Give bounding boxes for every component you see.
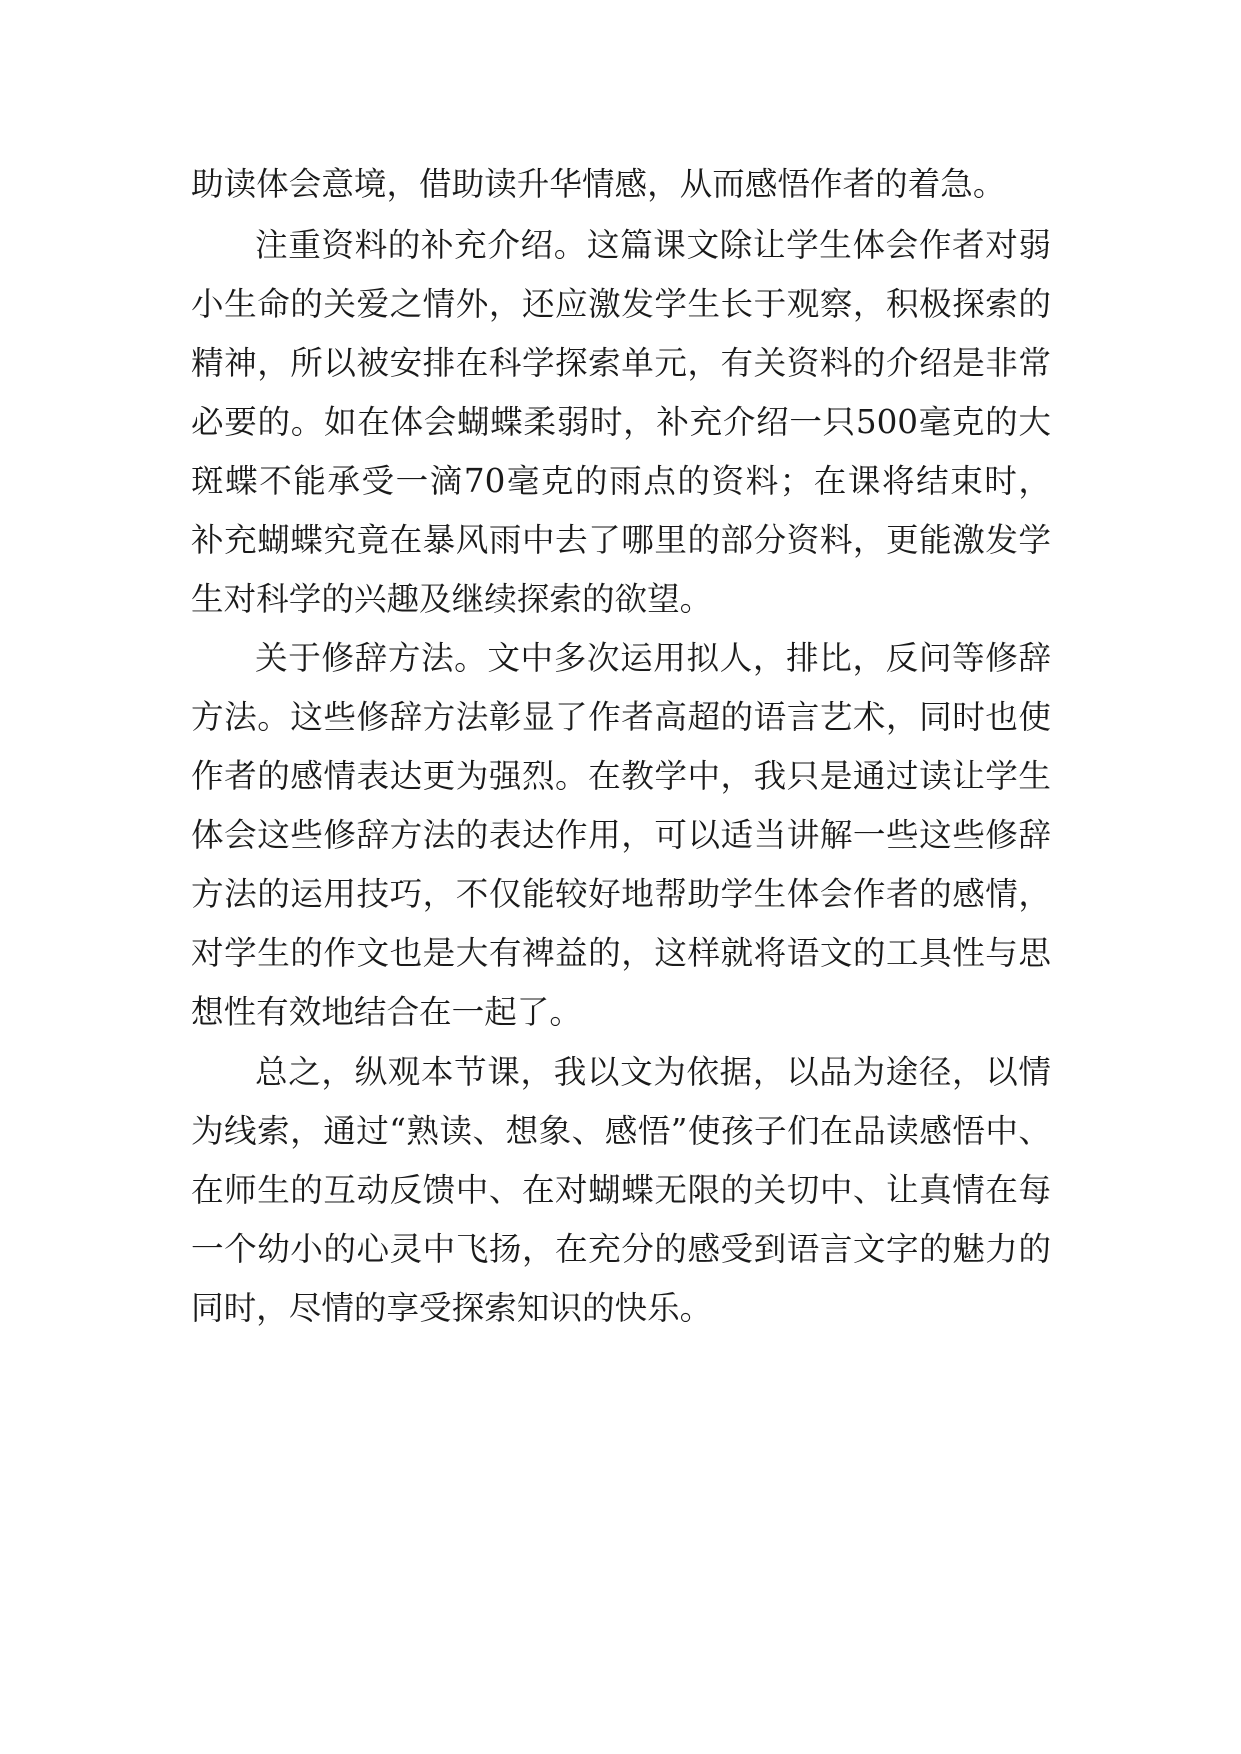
text-line: 想性有效地结合在一起了。: [191, 993, 582, 1031]
text-line: 补充蝴蝶究竟在暴风雨中去了哪里的部分资料，更能激发学: [191, 521, 1051, 559]
paragraph-first-line: 总之，纵观本节课，我以文为依据，以品为途径，以情: [255, 1053, 1051, 1091]
text-line: 在师生的互动反馈中、在对蝴蝶无限的关切中、让真情在每: [191, 1171, 1051, 1209]
text-line: 为线索，通过“熟读、想象、感悟”使孩子们在品读感悟中、: [191, 1112, 1052, 1150]
text-line: 必要的。如在体会蝴蝶柔弱时，补充介绍一只500毫克的大: [191, 403, 1051, 441]
text-line: 同时，尽情的享受探索知识的快乐。: [191, 1289, 713, 1327]
text-line: 生对科学的兴趣及继续探索的欲望。: [191, 580, 713, 618]
paragraph-first-line: 关于修辞方法。文中多次运用拟人，排比，反问等修辞: [255, 639, 1051, 677]
text-line: 一个幼小的心灵中飞扬，在充分的感受到语言文字的魅力的: [191, 1230, 1051, 1268]
paragraph-first-line: 注重资料的补充介绍。这篇课文除让学生体会作者对弱: [255, 226, 1051, 264]
text-line: 方法。这些修辞方法彰显了作者高超的语言艺术，同时也使: [191, 698, 1051, 736]
text-line: 对学生的作文也是大有裨益的，这样就将语文的工具性与思: [191, 934, 1051, 972]
text-line: 斑蝶不能承受一滴70毫克的雨点的资料；在课将结束时，: [191, 462, 1051, 500]
text-line: 方法的运用技巧，不仅能较好地帮助学生体会作者的感情，: [191, 875, 1051, 913]
text-line: 小生命的关爱之情外，还应激发学生长于观察，积极探索的: [191, 285, 1051, 323]
text-line: 体会这些修辞方法的表达作用，可以适当讲解一些这些修辞: [191, 816, 1051, 854]
text-line: 作者的感情表达更为强烈。在教学中，我只是通过读让学生: [191, 757, 1051, 795]
text-line: 助读体会意境，借助读升华情感，从而感悟作者的着急。: [191, 165, 1006, 203]
text-line: 精神，所以被安排在科学探索单元，有关资料的介绍是非常: [191, 344, 1051, 382]
